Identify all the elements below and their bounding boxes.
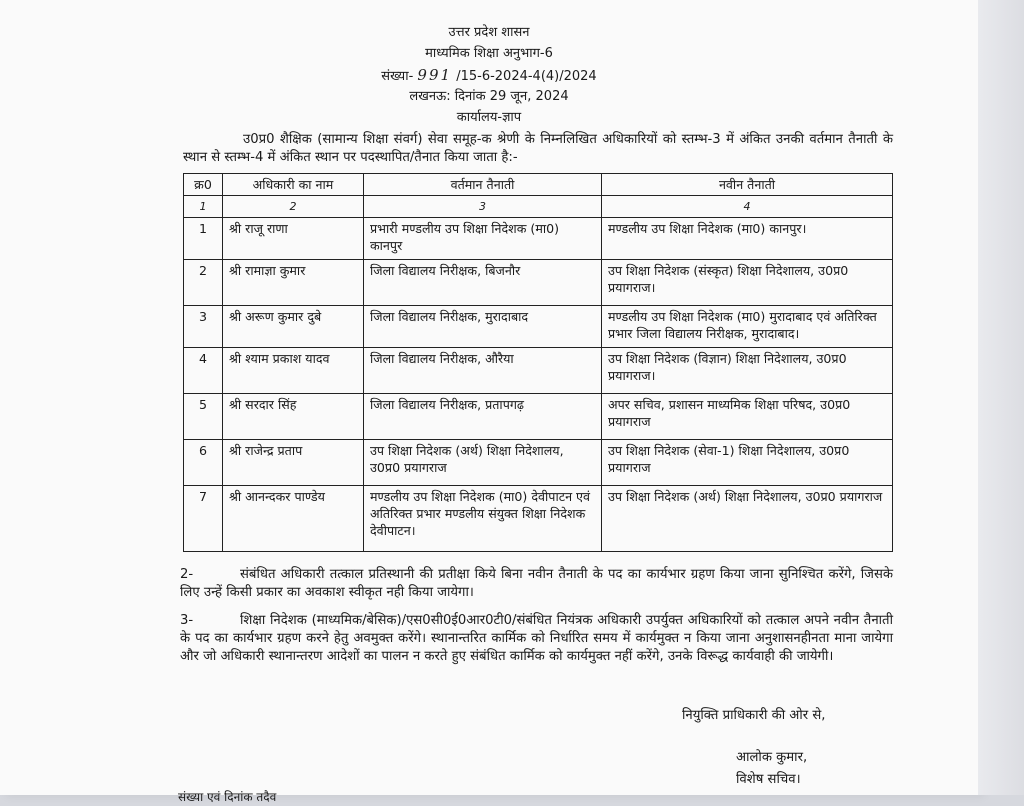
para2-number: 2- bbox=[180, 567, 194, 582]
current-posting-cell: प्रभारी मण्डलीय उप शिक्षा निदेशक (मा0) कानपुर bbox=[364, 218, 602, 260]
current-posting-cell: उप शिक्षा निदेशक (अर्थ) शिक्षा निदेशालय, उ0प्र0 प्रयागराज bbox=[364, 440, 602, 486]
col-sn-header: क्र0 bbox=[184, 174, 223, 196]
table-header-row bbox=[184, 174, 893, 196]
para2-text: संबंधित अधिकारी तत्काल प्रतिस्थानी की प्रतीक्षा किये बिना नवीन तैनाती के पद का कार्यभार ग्रहण किया जाना सुनिश्चित करेंगे, जिसके लिए उन्हें किसी प्रकार का अवकाश स्वीकृत नही किया जायेगा। bbox=[180, 567, 893, 600]
table-row bbox=[184, 394, 893, 440]
intro-paragraph: उ0प्र0 शैक्षिक (सामान्य शिक्षा संवर्ग) सेवा समूह-क श्रेणी के निम्नलिखित अधिकारियों को स्तम्भ-3 में अंकित उनकी वर्तमान तैनाती के स्थान से स्तम्भ-4 में अंकित स्थान पर पदस्थापित/तैनात किया जाता है:- bbox=[183, 132, 893, 165]
name-cell: श्री अरूण कुमार दुबे bbox=[223, 306, 364, 348]
name-cell: श्री सरदार सिंह bbox=[223, 394, 364, 440]
new-posting-cell: उप शिक्षा निदेशक (विज्ञान) शिक्षा निदेशालय, उ0प्र0 प्रयागराज। bbox=[602, 348, 893, 394]
index-cell: 1 bbox=[184, 196, 223, 218]
sn-cell: 1 bbox=[184, 218, 223, 260]
section-name: माध्यमिक शिक्षा अनुभाग-6 bbox=[425, 46, 553, 61]
table-row bbox=[184, 440, 893, 486]
signature-on-behalf: नियुक्ति प्राधिकारी की ओर से, bbox=[682, 708, 826, 723]
sn-cell: 3 bbox=[184, 306, 223, 348]
new-posting-cell: उप शिक्षा निदेशक (संस्कृत) शिक्षा निदेशालय, उ0प्र0 प्रयागराज। bbox=[602, 260, 893, 306]
sn-cell: 5 bbox=[184, 394, 223, 440]
current-posting-cell: जिला विद्यालय निरीक्षक, बिजनौर bbox=[364, 260, 602, 306]
sn-cell: 7 bbox=[184, 486, 223, 552]
new-posting-cell: उप शिक्षा निदेशक (अर्थ) शिक्षा निदेशालय, उ0प्र0 प्रयागराज bbox=[602, 486, 893, 552]
table-row bbox=[184, 348, 893, 394]
govt-name: उत्तर प्रदेश शासन bbox=[448, 25, 530, 40]
header-govt bbox=[0, 25, 978, 41]
signatory-name: आलोक कुमार, bbox=[736, 750, 808, 765]
col-name-header: अधिकारी का नाम bbox=[223, 174, 364, 196]
para3-text: शिक्षा निदेशक (माध्यमिक/बेसिक)/एस0सी0ई0आर0टी0/संबंधित नियंत्रक अधिकारी उपर्युक्त अधिकारियों को तत्काल अपने नवीन तैनाती के पद का कार्यभार ग्रहण करने हेतु अवमुक्त करेंगे। स्थानान्तरित कार्मिक को निर्धारित समय में कार्यमुक्त न किया जाना अनुशासनहीनता माना जायेगा और जो अधिकारी स्थानान्तरण आदेशों का पालन न करते हुए संबंधित कार्मिक को कार्यमुक्त नहीं करेंगे, उनके विरूद्ध कार्यवाही की जायेगी। bbox=[180, 613, 893, 664]
table-row bbox=[184, 218, 893, 260]
current-posting-cell: जिला विद्यालय निरीक्षक, प्रतापगढ़ bbox=[364, 394, 602, 440]
background-strip bbox=[978, 0, 1024, 795]
name-cell: श्री राजू राणा bbox=[223, 218, 364, 260]
current-posting-cell: मण्डलीय उप शिक्षा निदेशक (मा0) देवीपाटन एवं अतिरिक्त प्रभार मण्डलीय संयुक्त शिक्षा निदेशक देवीपाटन। bbox=[364, 486, 602, 552]
sn-cell: 6 bbox=[184, 440, 223, 486]
header-reference bbox=[0, 67, 978, 85]
header-section bbox=[0, 46, 978, 62]
index-cell: 2 bbox=[223, 196, 364, 218]
document-title: कार्यालय-ज्ञाप bbox=[456, 110, 522, 125]
name-cell: श्री रामाज्ञा कुमार bbox=[223, 260, 364, 306]
name-cell: श्री राजेन्द्र प्रताप bbox=[223, 440, 364, 486]
sn-cell: 4 bbox=[184, 348, 223, 394]
new-posting-cell: अपर सचिव, प्रशासन माध्यमिक शिक्षा परिषद, उ0प्र0 प्रयागराज bbox=[602, 394, 893, 440]
header-date bbox=[0, 89, 978, 105]
para3-number: 3- bbox=[180, 613, 194, 628]
transfer-table bbox=[183, 173, 893, 552]
new-posting-cell: मण्डलीय उप शिक्षा निदेशक (मा0) कानपुर। bbox=[602, 218, 893, 260]
ref-suffix: /15-6-2024-4(4)/2024 bbox=[456, 69, 597, 84]
new-posting-cell: मण्डलीय उप शिक्षा निदेशक (मा0) मुरादाबाद एवं अतिरिक्त प्रभार जिला विद्यालय निरीक्षक, मुरादाबाद। bbox=[602, 306, 893, 348]
name-cell: श्री श्याम प्रकाश यादव bbox=[223, 348, 364, 394]
table-row bbox=[184, 260, 893, 306]
col-current-header: वर्तमान तैनाती bbox=[364, 174, 602, 196]
footer-partial-text: संख्या एवं दिनांक तदैव bbox=[178, 790, 277, 804]
current-posting-cell: जिला विद्यालय निरीक्षक, मुरादाबाद bbox=[364, 306, 602, 348]
table-index-row bbox=[184, 196, 893, 218]
col-new-header: नवीन तैनाती bbox=[602, 174, 893, 196]
index-cell: 3 bbox=[364, 196, 602, 218]
new-posting-cell: उप शिक्षा निदेशक (सेवा-1) शिक्षा निदेशालय, उ0प्र0 प्रयागराज bbox=[602, 440, 893, 486]
header-title bbox=[0, 110, 978, 126]
index-cell: 4 bbox=[602, 196, 893, 218]
name-cell: श्री आनन्दकर पाण्डेय bbox=[223, 486, 364, 552]
sn-cell: 2 bbox=[184, 260, 223, 306]
ref-number-handwritten: 991 bbox=[417, 66, 453, 84]
date-line: लखनऊ: दिनांक 29 जून, 2024 bbox=[409, 89, 569, 104]
table-row bbox=[184, 486, 893, 552]
current-posting-cell: जिला विद्यालय निरीक्षक, औरैया bbox=[364, 348, 602, 394]
signatory-designation: विशेष सचिव। bbox=[736, 772, 801, 787]
table-row bbox=[184, 306, 893, 348]
ref-prefix: संख्या- bbox=[381, 69, 414, 84]
